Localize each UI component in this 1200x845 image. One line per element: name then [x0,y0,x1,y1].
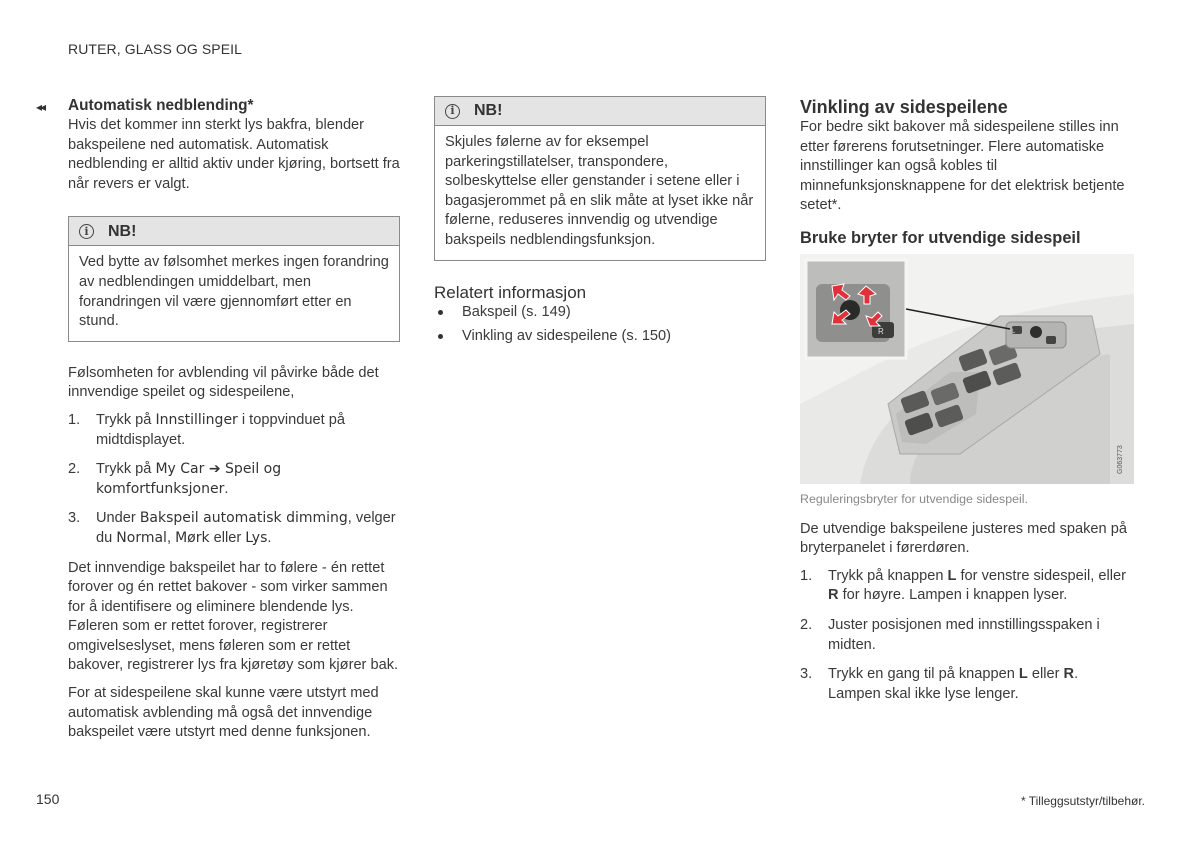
column-left [68,96,400,751]
l-button-label: L [1012,328,1016,335]
door-panel-drawing [800,254,1134,484]
info-icon: i [79,224,94,239]
figure-code: G063773 [1117,445,1124,474]
note-title: NB! [108,222,137,240]
step-text: eller [1027,666,1064,683]
step-number: 1. [68,411,81,428]
step-text: . [224,480,229,497]
paragraph: Det innvendige bakspeilet har to følere - én rettet forover og én rettet bakover - som virker sammen for å identifisere og eliminere blendende lys. Føleren som er rettet forover, registrerer omgivelseslyset, mens føleren som er rettet bakover, registrerer lys fra kjøretøy som kjører bak. [68,559,399,674]
subsection-title: Bruke bryter for utvendige sidespeil [800,228,1081,247]
ui-term: Innstillinger [155,411,238,428]
steps-list [68,411,400,549]
page-number: 150 [36,791,60,807]
step-text: eller [209,529,246,546]
footnote: * Tilleggsutstyr/tilbehør. [1020,794,1145,808]
back-arrow-icon[interactable]: ◂◂ [36,100,45,114]
step-text: Juster posisjonen med innstillingsspaken i midten. [828,616,1100,653]
intro-paragraph: For bedre sikt bakover må sidespeilene stilles inn etter førerens forutsetninger. Flere automatiske innstillinger kan også kobles til minnefunksjonsknappene for det elektrisk betjente setet*. [800,119,1125,214]
ui-term: Lys [245,529,268,546]
ui-term: Mørk [175,529,210,546]
button-letter: L [1018,666,1028,683]
step-text: Trykk på [96,411,156,428]
note-text: Skjules følerne av for eksempel parkeringstillatelser, transpondere, solbeskyttelse eller genstander i setene eller i bagasjerommet på en slik måte at lyset ikke når følerne, reduseres innvendig og utvendige bakspeils nedblendingsfunksjon. [445,134,754,248]
step-item [68,509,400,548]
step-text: . [267,529,272,546]
note-header [435,97,765,126]
related-link[interactable]: Vinkling av sidespeilene (s. 150) [434,327,766,347]
step-text: for venstre sidespeil, eller [956,567,1126,584]
step-text: Trykk en gang til på knappen [828,666,1019,683]
ui-term: My Car [155,461,205,478]
column-middle [434,96,766,352]
ui-term: Speil og komfortfunksjoner [96,461,282,497]
step-number: 2. [800,616,813,633]
related-title: Relatert informasjon [434,282,587,302]
r-button-label: R [878,326,884,336]
step-number: 3. [68,510,81,527]
paragraph: De utvendige bakspeilene justeres med spaken på bryterpanelet i førerdøren. [800,520,1127,557]
related-link[interactable]: Bakspeil (s. 149) [434,303,766,323]
note-box [434,96,766,261]
section-title: Vinkling av sidespeilene [800,97,1008,117]
step-text: . Lampen skal ikke lyse lenger. [828,666,1079,702]
step-number: 1. [800,567,813,584]
note-box [68,216,400,341]
paragraph: Følsomheten for avblending vil påvirke både det innvendige speilet og sidespeilene, [68,364,379,401]
button-letter: L [947,567,957,584]
step-text: for høyre. Lampen i knappen lyser. [838,587,1068,604]
section-header: RUTER, GLASS OG SPEIL [68,41,243,57]
ui-term: Normal [116,529,167,546]
step-item [68,460,400,499]
figure-caption: Reguleringsbryter for utvendige sidespeil. [800,491,1028,506]
arrow-glyph: ➔ [204,461,226,478]
step-text: Under [96,510,140,527]
step-text: Trykk på [96,461,156,478]
step-number: 3. [800,666,813,683]
note-title: NB! [474,102,503,120]
steps-list [800,567,1134,705]
mirror-switch-illustration [800,254,1134,484]
step-item [800,665,1134,704]
step-text: i toppvinduet på midtdisplayet. [96,411,345,448]
button-letter: R [1063,666,1075,683]
step-number: 2. [68,461,81,478]
paragraph: For at sidespeilene skal kunne være utstyrt med automatisk avblending må også det innvendige bakspeilet være utstyrt med denne funksjonen. [68,685,379,741]
related-list [434,303,766,347]
step-text: Trykk på knappen [828,567,948,584]
step-text: , velger du [96,510,396,546]
intro-paragraph: Hvis det kommer inn sterkt lys bakfra, blender bakspeilene ned automatisk. Automatisk nedblending er alltid aktiv under kjøring, bortsett fra når revers er valgt. [68,117,400,192]
note-text: Ved bytte av følsomhet merkes ingen forandring av nedblendingen umiddelbart, men forandringen vil være gjennomført etter en stund. [79,254,389,330]
step-text: , [166,529,176,546]
info-icon: i [445,104,460,119]
section-title: Automatisk nedblending* [68,97,254,114]
step-item [800,616,1134,655]
note-header [69,217,399,246]
step-item [68,411,400,450]
column-right [800,96,1134,714]
ui-term: Bakspeil automatisk dimming [139,510,348,527]
button-letter: R [828,587,839,604]
step-item [800,567,1134,606]
